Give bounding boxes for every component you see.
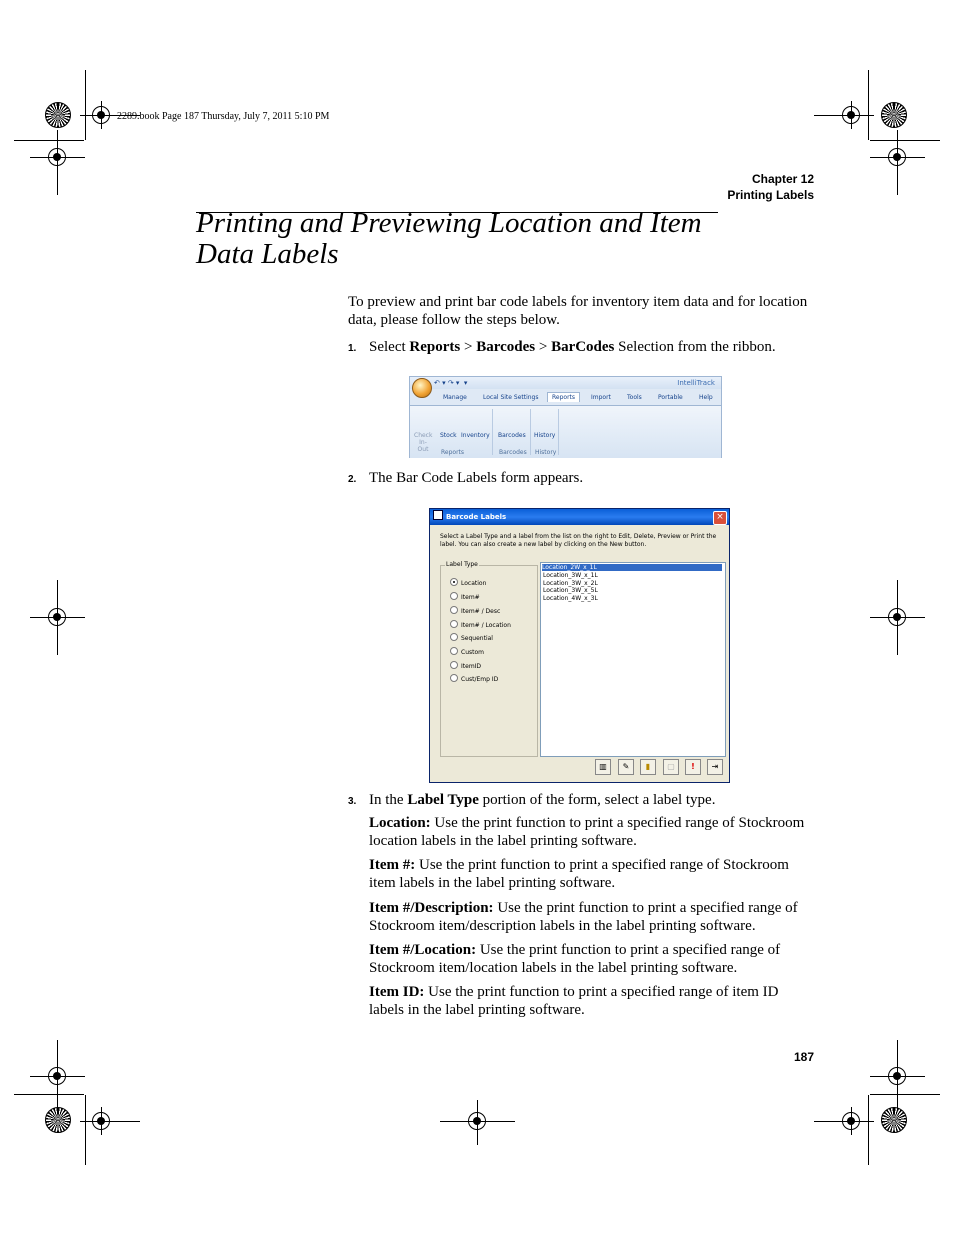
step-text: In the — [369, 792, 408, 808]
barcode-labels-dialog — [429, 508, 730, 783]
step-2 — [348, 469, 818, 489]
label-type-group — [440, 561, 538, 757]
registration-mark — [48, 148, 66, 166]
radio-label: ItemID — [461, 663, 482, 670]
inventory-button[interactable]: Inventory — [461, 432, 490, 439]
group-label-history: History — [535, 449, 557, 456]
step-bold: Reports — [409, 339, 461, 355]
step-text: > — [535, 339, 552, 355]
book-info-slug: 2289.book Page 187 Thursday, July 7, 2011 5:10 PM — [117, 111, 330, 122]
definition-item — [369, 856, 817, 892]
radio-label: Location — [461, 580, 487, 587]
definition-item-location — [369, 941, 817, 977]
exit-icon[interactable]: ⇥ — [707, 759, 723, 775]
step-number: 3. — [348, 796, 357, 807]
chapter-number: Chapter 12 — [751, 172, 814, 186]
definition-text: Use the print function to print a specified range of Stockroom item/location labels in the label printing software. — [369, 942, 781, 976]
star-target-mark — [881, 1107, 907, 1133]
radio-icon — [450, 647, 458, 655]
radio-item-location[interactable] — [450, 620, 511, 630]
tab-tools[interactable]: Tools — [627, 394, 642, 401]
list-item[interactable]: Location_2W_x_1L — [542, 564, 722, 571]
registration-mark — [92, 1112, 110, 1130]
step-bold: Barcodes — [476, 339, 536, 355]
definition-item-id — [369, 983, 817, 1019]
barcodes-button[interactable]: Barcodes — [498, 432, 526, 439]
radio-item[interactable] — [450, 592, 480, 602]
ribbon-tabs — [410, 392, 721, 404]
dialog-instructions: Select a Label Type and a label from the list on the right to Edit, Delete, Preview or Print the label. You can also create a new label by clicking on the New button. — [440, 533, 717, 548]
radio-item-desc[interactable] — [450, 606, 500, 616]
definition-term: Item #/Location: — [369, 942, 477, 958]
step-text: Select — [369, 339, 410, 355]
group-separator — [558, 409, 559, 455]
step-1 — [348, 338, 818, 358]
radio-icon — [450, 674, 458, 682]
label-type-group-label: Label Type — [446, 561, 478, 568]
ribbon-panel — [410, 405, 721, 458]
tab-manage[interactable]: Manage — [443, 394, 467, 401]
definition-item-description — [369, 899, 817, 935]
definition-text: Use the print function to print a specified range of Stockroom item labels in the label printing software. — [369, 857, 789, 891]
list-item[interactable]: Location_3W_x_5L — [543, 587, 598, 594]
definition-location — [369, 814, 817, 850]
tab-local-site-settings[interactable]: Local Site Settings — [483, 394, 539, 401]
stock-button[interactable]: Stock — [440, 432, 457, 439]
star-target-mark — [881, 102, 907, 128]
radio-itemid[interactable] — [450, 661, 481, 671]
radio-label: Item# / Location — [461, 622, 511, 629]
ribbon-screenshot — [409, 376, 722, 458]
registration-mark — [48, 1067, 66, 1085]
radio-icon — [450, 633, 458, 641]
ribbon-brand: IntelliTrack — [677, 379, 715, 387]
radio-sequential[interactable] — [450, 633, 493, 643]
delete-label-icon[interactable]: ▮ — [640, 759, 656, 775]
definition-text: Use the print function to print a specified range of Stockroom location labels in the label printing software. — [369, 815, 805, 849]
section-title — [196, 208, 756, 270]
definition-term: Item #/Description: — [369, 900, 494, 916]
tab-reports[interactable]: Reports — [547, 392, 580, 402]
registration-mark — [842, 106, 860, 124]
page-number: 187 — [793, 1050, 814, 1064]
registration-mark — [48, 608, 66, 626]
list-item[interactable]: Location_4W_x_3L — [543, 595, 598, 602]
chapter-title: Printing Labels — [727, 188, 814, 202]
barcode-icon — [433, 510, 443, 520]
close-icon[interactable]: × — [713, 511, 727, 525]
group-label-barcodes: Barcodes — [499, 449, 527, 456]
step-number: 2. — [348, 474, 357, 485]
list-item[interactable]: Location_3W_x_1L — [543, 572, 598, 579]
radio-selected-icon — [450, 578, 458, 586]
section-title-line1: Printing and Previewing Location and Item — [196, 207, 702, 239]
edit-label-icon[interactable]: ✎ — [618, 759, 634, 775]
tab-portable[interactable]: Portable — [658, 394, 683, 401]
list-item[interactable]: Location_3W_x_2L — [543, 580, 598, 587]
labels-listbox[interactable] — [540, 562, 726, 757]
step-text: The Bar Code Labels form appears. — [369, 470, 584, 486]
intro-paragraph: To preview and print bar code labels for inventory item data and for location data, please follow the steps below. — [348, 294, 808, 328]
star-target-mark — [45, 1107, 71, 1133]
dialog-titlebar — [430, 509, 729, 525]
radio-icon — [450, 661, 458, 669]
group-separator — [530, 409, 531, 455]
tab-import[interactable]: Import — [591, 394, 611, 401]
print-label-icon[interactable]: ! — [685, 759, 701, 775]
registration-mark — [468, 1112, 486, 1130]
registration-mark — [92, 106, 110, 124]
step-text: Selection from the ribbon. — [614, 339, 776, 355]
step-3 — [348, 791, 818, 811]
step-text: portion of the form, select a label type. — [478, 792, 716, 808]
definition-text: Use the print function to print a specified range of item ID labels in the label printing software. — [369, 984, 779, 1018]
group-separator — [492, 409, 493, 455]
radio-label: Cust/Emp ID — [461, 676, 499, 683]
step-bold: Label Type — [407, 792, 479, 808]
definition-text: Use the print function to print a specified range of Stockroom item/description labels in the label printing software. — [369, 900, 798, 934]
check-in-out-button[interactable]: Check In-Out — [414, 432, 433, 453]
definition-term: Item ID: — [369, 984, 425, 1000]
undo-redo-icon[interactable]: ↶ ▾ ↷ ▾ ▾ — [434, 379, 468, 387]
preview-label-icon[interactable]: ▢ — [663, 759, 679, 775]
radio-label: Item# — [461, 594, 480, 601]
registration-mark — [888, 148, 906, 166]
radio-location[interactable] — [450, 578, 486, 588]
radio-cust-emp-id[interactable] — [450, 674, 498, 684]
registration-mark — [888, 608, 906, 626]
history-button[interactable]: History — [534, 432, 556, 439]
step-text: > — [460, 339, 477, 355]
registration-mark — [888, 1067, 906, 1085]
radio-icon — [450, 620, 458, 628]
radio-label: Sequential — [461, 635, 493, 642]
radio-custom[interactable] — [450, 647, 484, 657]
radio-label: Custom — [461, 649, 484, 656]
step-bold: BarCodes — [551, 339, 615, 355]
star-target-mark — [45, 102, 71, 128]
dialog-title: Barcode Labels — [446, 513, 507, 521]
new-label-icon[interactable]: ▥ — [595, 759, 611, 775]
section-title-line2: Data Labels — [196, 238, 339, 270]
definition-term: Item #: — [369, 857, 416, 873]
tab-help[interactable]: Help — [699, 394, 713, 401]
radio-label: Item# / Desc — [461, 608, 501, 615]
radio-icon — [450, 592, 458, 600]
step-number: 1. — [348, 343, 357, 354]
definition-term: Location: — [369, 815, 431, 831]
registration-mark — [842, 1112, 860, 1130]
group-label-reports: Reports — [441, 449, 465, 456]
radio-icon — [450, 606, 458, 614]
